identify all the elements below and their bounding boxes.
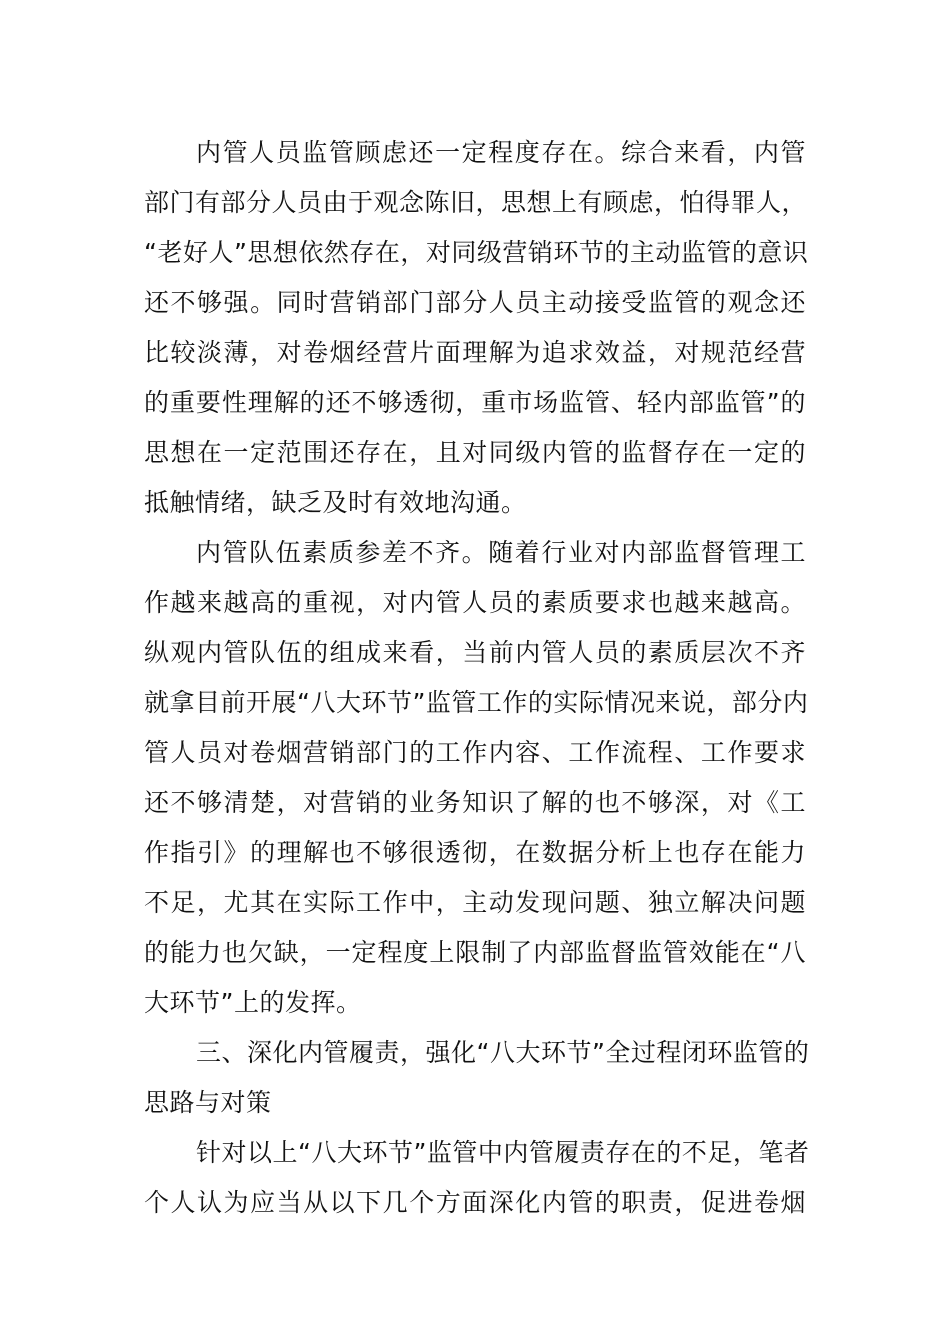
text-line: 思路与对策 — [144, 1088, 272, 1117]
text-line: 的重要性理解的还不够透彻，重市场监管、轻内部监管”的 — [144, 388, 806, 417]
text-line: “老好人”思想依然存在，对同级营销环节的主动监管的意识 — [144, 238, 809, 267]
text-line: 不足，尤其在实际工作中，主动发现问题、独立解决问题 — [144, 888, 806, 917]
paragraph-team-quality — [144, 528, 809, 1028]
text-line: 作越来越高的重视，对内管人员的素质要求也越来越高。 — [144, 588, 806, 617]
section-heading-three — [144, 1028, 810, 1128]
text-line: 纵观内管队伍的组成来看，当前内管人员的素质层次不齐 — [144, 638, 806, 667]
text-line: 管人员对卷烟营销部门的工作内容、工作流程、工作要求 — [144, 738, 806, 767]
text-line: 三、深化内管履责，强化“八大环节”全过程闭环监管的 — [196, 1038, 810, 1067]
text-line: 就拿目前开展“八大环节”监管工作的实际情况来说，部分内 — [144, 688, 809, 717]
text-line: 比较淡薄，对卷烟经营片面理解为追求效益，对规范经营 — [144, 338, 806, 367]
text-line: 内管队伍素质参差不齐。随着行业对内部监督管理工 — [196, 538, 806, 567]
text-line: 作指引》的理解也不够很透彻，在数据分析上也存在能力 — [144, 838, 806, 867]
text-line: 还不够强。同时营销部门部分人员主动接受监管的观念还 — [144, 288, 806, 317]
text-line: 的能力也欠缺，一定程度上限制了内部监督监管效能在“八 — [144, 938, 806, 967]
text-line: 内管人员监管顾虑还一定程度存在。综合来看，内管 — [196, 138, 806, 167]
paragraph-supervision-concerns — [144, 128, 809, 528]
text-line: 部门有部分人员由于观念陈旧，思想上有顾虑，怕得罪人， — [144, 188, 808, 217]
text-line: 抵触情绪，缺乏及时有效地沟通。 — [144, 488, 527, 517]
text-line: 个人认为应当从以下几个方面深化内管的职责，促进卷烟 — [144, 1188, 806, 1217]
text-line: 针对以上“八大环节”监管中内管履责存在的不足，笔者 — [196, 1138, 810, 1167]
body-text — [144, 128, 810, 1228]
text-line: 大环节”上的发挥。 — [144, 988, 362, 1017]
text-line: 还不够清楚，对营销的业务知识了解的也不够深，对《工 — [144, 788, 806, 817]
text-line: 思想在一定范围还存在，且对同级内管的监督存在一定的 — [144, 438, 806, 467]
paragraph-countermeasures — [144, 1128, 810, 1228]
